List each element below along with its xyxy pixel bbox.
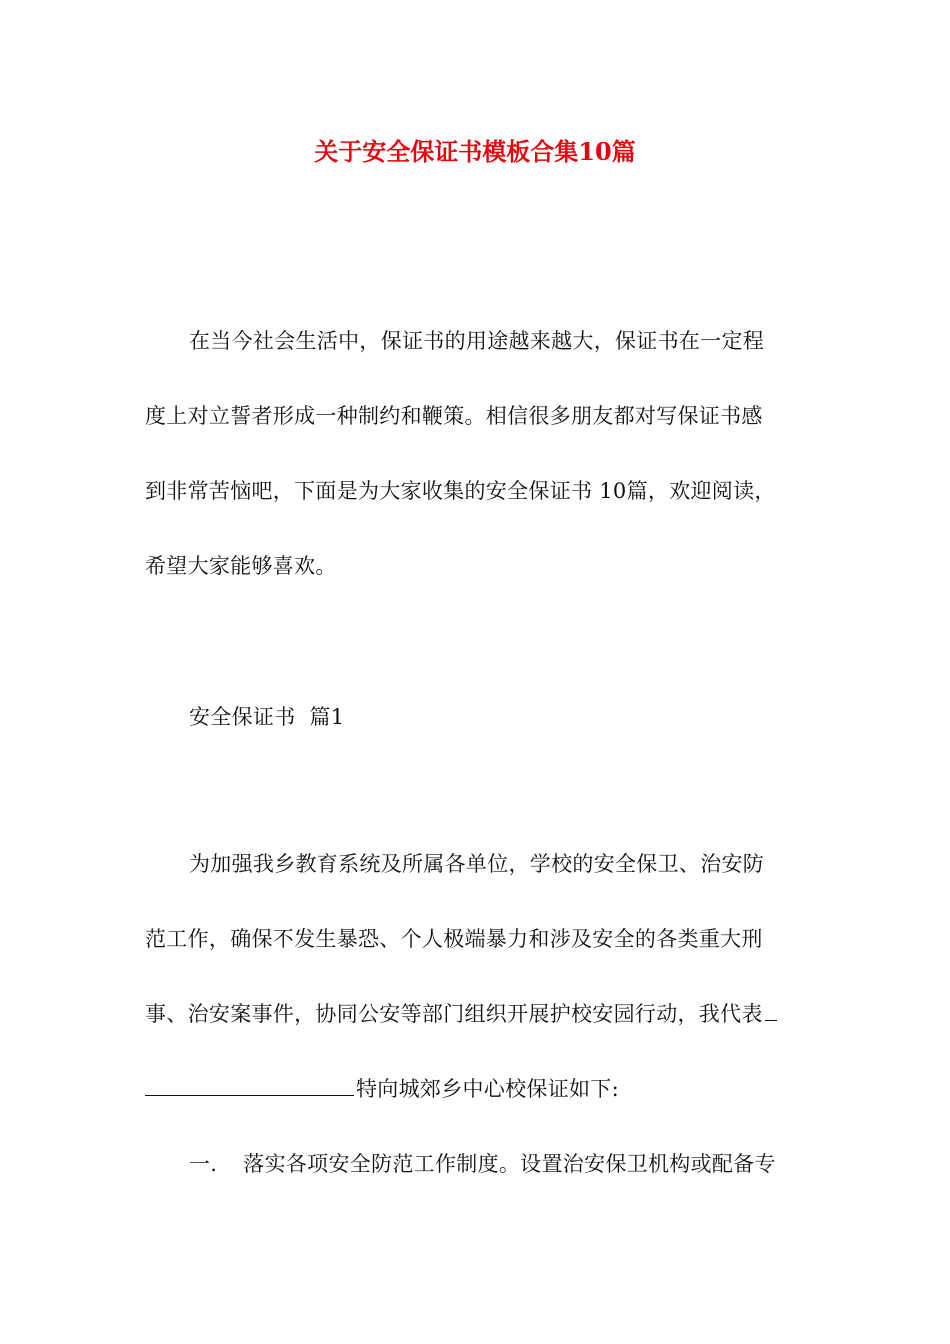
body-line-1: 为加强我乡教育系统及所属各单位，学校的安全保卫、治安防 xyxy=(189,852,765,876)
intro-line-3: 到非常苦恼吧，下面是为大家收集的安全保证书 10篇，欢迎阅读， xyxy=(145,479,776,503)
section-heading-number: 篇1 xyxy=(309,705,345,729)
intro-line-1: 在当今社会生活中，保证书的用途越来越大，保证书在一定程 xyxy=(189,329,765,353)
fill-in-blank-start xyxy=(765,1000,777,1021)
intro-line-4: 希望大家能够喜欢。 xyxy=(145,554,337,578)
list-item-marker: 一. xyxy=(189,1152,218,1176)
document-title: 关于安全保证书模板合集10篇 xyxy=(314,137,636,166)
intro-line-2: 度上对立誓者形成一种制约和鞭策。相信很多朋友都对写保证书感 xyxy=(145,404,763,428)
body-line-3-text: 事、治安案事件，协同公安等部门组织开展护校安园行动，我代表 xyxy=(145,1002,763,1026)
body-line-3 xyxy=(145,998,777,1030)
section-heading-name: 安全保证书 xyxy=(189,705,296,729)
body-line-4-text: 特向城郊乡中心校保证如下: xyxy=(356,1077,619,1101)
fill-in-blank xyxy=(145,1075,354,1096)
body-line-4 xyxy=(145,1073,619,1105)
section-heading xyxy=(189,701,344,733)
list-item-1 xyxy=(189,1148,776,1180)
body-line-2: 范工作，确保不发生暴恐、个人极端暴力和涉及安全的各类重大刑 xyxy=(145,927,763,951)
list-item-text: 落实各项安全防范工作制度。设置治安保卫机构或配备专 xyxy=(243,1152,776,1176)
